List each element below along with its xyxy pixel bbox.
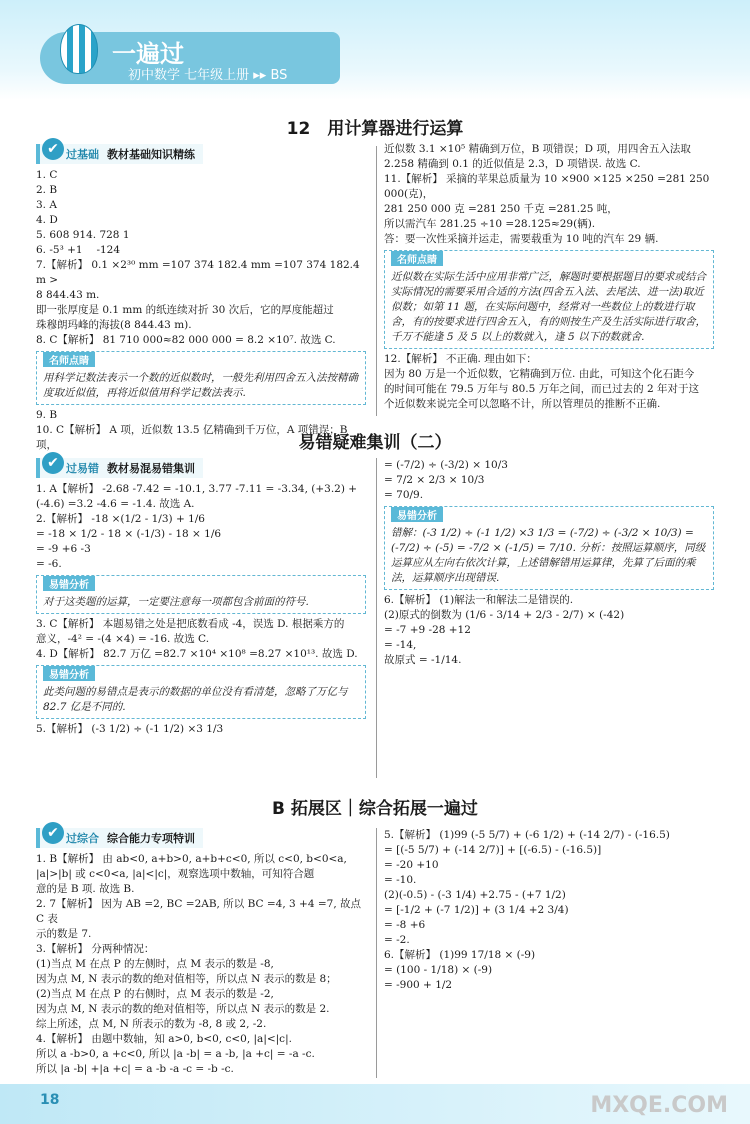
tag-sublabel: 教材易混易错集训 <box>107 462 195 475</box>
answer-line: 3.【解析】 分两种情况： <box>36 943 155 955</box>
answer-line: 12.【解析】 不正确. 理由如下： <box>384 353 537 365</box>
answer-line: 10. C【解析】 A 项，近似数 13.5 亿精确到千万位，A 项错误；B 项， <box>36 424 351 451</box>
answer-line: 综上所述，点 M, N 所表示的数为 -8, 8 或 2, -2. <box>36 1018 267 1030</box>
answer-line: 2.258 精确到 0.1 的近似值是 2.3，D 项错误. 故选 C. <box>384 158 641 170</box>
section1-right-column <box>384 142 714 412</box>
answer-line: 1. B【解析】 由 ab<0, a+b>0, a+b+c<0, 所以 c<0, b<0<a, <box>36 853 347 865</box>
answer-line: 6.【解析】 (1)99 17/18 × (-9) <box>384 949 536 961</box>
answer-line: = -9 +6 -3 <box>36 543 91 555</box>
section1-tag <box>36 141 203 164</box>
answer-line: |a|>|b| 或 c<0<a, |a|<|c|，观察选项中数轴，可知符合题 <box>36 868 315 880</box>
answer-line: 2.【解析】 -18 ×(1/2 - 1/3) + 1/6 <box>36 513 205 525</box>
section2-tag <box>36 455 203 478</box>
answer-line: 2. 7【解析】 因为 AB =2, BC =2AB, 所以 BC =4, 3 +4 =7, 故点 C 表 <box>36 898 365 925</box>
answer-line: 所以 |a -b| +|a +c| = a -b -a -c = -b -c. <box>36 1063 234 1075</box>
answer-line: 4. D <box>36 214 58 226</box>
book-subtitle: 初中数学 七年级上册 ▸▸ BS <box>128 68 288 83</box>
answer-line: 珠穆朗玛峰的海拔(8 844.43 m). <box>36 319 192 331</box>
tip-text: 近似数在实际生活中应用非常广泛，解题时要根据题目的要求或结合实际情况的需要采用合适的方法(四舍五入法、去尾法、进一法)取近似数；如第 11 题，在实际问题中，经常对一些数位上的数进行取舍，有的按要求进行四舍五入，有的则按生产及生活实际进行取舍，千万不能逢 5 及 5 以上的数就入，逢 5 以下的数就舍. <box>391 271 706 343</box>
answer-line: (2)当点 M 在点 P 的右侧时，点 M 表示的数是 -2, <box>36 988 274 1000</box>
section3-right-column <box>384 828 714 993</box>
answer-line: 意的是 B 项. 故选 B. <box>36 883 135 895</box>
checkmark-icon: ✔ <box>42 138 64 160</box>
answer-line: 示的数是 7. <box>36 928 92 940</box>
answer-line: 1. A【解析】 -2.68 -7.42 = -10.1, 3.77 -7.11 = -3.34, (+3.2) + <box>36 483 358 495</box>
answer-line: 6. -5³ +1 -124 <box>36 244 121 256</box>
answer-line: = -20 +10 <box>384 859 439 871</box>
answer-line: 因为 80 万是一个近似数，它精确到万位. 由此，可知这个化石距今 <box>384 368 695 380</box>
tip-text: 用科学记数法表示一个数的近似数时，一般先利用四舍五入法按精确度取近似值，再将近似值用科学记数法表示. <box>43 372 358 399</box>
page-header <box>0 0 750 100</box>
answer-line: = (100 - 1/18) × (-9) <box>384 964 493 976</box>
answer-line: = -900 + 1/2 <box>384 979 453 991</box>
error-analysis-box <box>36 665 366 719</box>
answer-line: (2)原式的倒数为 (1/6 - 3/14 + 2/3 - 2/7) × (-42) <box>384 609 625 621</box>
answer-line: = (-7/2) ÷ (-3/2) × 10/3 <box>384 459 508 471</box>
answer-line: = 70/9. <box>384 489 424 501</box>
section-title-3: B 拓展区｜综合拓展一遍过 <box>272 799 478 819</box>
answer-line: = -8 +6 <box>384 919 426 931</box>
answer-line: 近似数 3.1 ×10⁵ 精确到万位，B 项错误；D 项，用四舍五入法取 <box>384 143 691 155</box>
answer-line: 11.【解析】 采摘的苹果总质量为 10 ×900 ×125 ×250 =281 250 000(克)， <box>384 173 713 200</box>
answer-line: 8. C【解析】 81 710 000≈82 000 000 = 8.2 ×10⁷. 故选 C. <box>36 334 336 346</box>
analysis-text: 错解：(-3 1/2) ÷ (-1 1/2) ×3 1/3 = (-7/2) ÷ (-3/2 × 10/3) = (-7/2) ÷ (-5) = -7/2 × (-1/5) = 7/10. 分析：按照运算顺序，同级运算应从左向右依次计算，上述错解错用运算律，先算了后面的乘法，运算顺序出现错误. <box>391 527 706 584</box>
answer-line: 5. 608 914. 728 1 <box>36 229 130 241</box>
analysis-text: 对于这类题的运算，一定要注意每一项都包含前面的符号. <box>43 596 309 608</box>
answer-line: = -18 × 1/2 - 18 × (-1/3) - 18 × 1/6 <box>36 528 222 540</box>
answer-line: 2. B <box>36 184 58 196</box>
page-number: 18 <box>40 1092 60 1108</box>
answer-line: (-4.6) =3.2 -4.6 = -1.4. 故选 A. <box>36 498 195 510</box>
tag-label: 过基础 <box>66 148 99 161</box>
answer-line: = -14, <box>384 639 417 651</box>
answer-line: = [(-5 5/7) + (-14 2/7)] + [(-6.5) - (-16.5)] <box>384 844 602 856</box>
column-divider <box>376 458 377 778</box>
answer-line: = 7/2 × 2/3 × 10/3 <box>384 474 485 486</box>
answer-line: = -2. <box>384 934 410 946</box>
hot-air-balloon-icon <box>60 24 98 74</box>
answer-line: 9. B <box>36 409 58 421</box>
analysis-title: 易错分析 <box>43 666 95 681</box>
answer-line: 3. C【解析】 本题易错之处是把底数看成 -4，误选 D. 根据乘方的 <box>36 618 345 630</box>
answer-line: 因为点 M, N 表示的数的绝对值相等，所以点 N 表示的数是 8； <box>36 973 337 985</box>
answer-line: 答：要一次性采摘并运走，需要载重为 10 吨的汽车 29 辆. <box>384 233 659 245</box>
answer-line: 6.【解析】 (1)解法一和解法二是错误的. <box>384 594 574 606</box>
answer-line: = -6. <box>36 558 62 570</box>
answer-line: 因为点 M, N 表示的数的绝对值相等，所以点 N 表示的数是 2. <box>36 1003 330 1015</box>
tag-label: 过综合 <box>66 832 99 845</box>
answer-line: 7.【解析】 0.1 ×2³⁰ mm =107 374 182.4 mm =107 374 182.4 m > <box>36 259 364 286</box>
answer-line: (2)(-0.5) - (-3 1/4) +2.75 - (+7 1/2) <box>384 889 566 901</box>
watermark: MXQE.COM <box>590 1093 728 1118</box>
answer-line: 4.【解析】 由题中数轴，知 a>0, b<0, c<0, |a|<|c|. <box>36 1033 292 1045</box>
answer-line: 3. A <box>36 199 57 211</box>
error-analysis-box <box>36 575 366 614</box>
section-title-1: 12 用计算器进行运算 <box>286 119 464 139</box>
analysis-title: 易错分析 <box>43 576 95 591</box>
answer-line: 的时间可能在 79.5 万年与 80.5 万年之间，而已过去的 2 年对于这 <box>384 383 699 395</box>
answer-line: = -7 +9 -28 +12 <box>384 624 471 636</box>
section3-tag <box>36 825 203 848</box>
answer-line: 4. D【解析】 82.7 万亿 =82.7 ×10⁴ ×10⁸ =8.27 ×10¹³. 故选 D. <box>36 648 358 660</box>
analysis-title: 易错分析 <box>391 507 443 522</box>
brand-title: 一遍过 <box>112 40 184 68</box>
answer-line: (1)当点 M 在点 P 的左侧时，点 M 表示的数是 -8, <box>36 958 274 970</box>
answer-line: 281 250 000 克 =281 250 千克 =281.25 吨， <box>384 203 618 215</box>
column-divider <box>376 146 377 416</box>
section2-right-column <box>384 458 714 668</box>
teacher-tip-box <box>36 351 366 405</box>
error-analysis-box <box>384 506 714 590</box>
tag-label: 过易错 <box>66 462 99 475</box>
answer-line: = [-1/2 + (-7 1/2)] + (3 1/4 +2 3/4) <box>384 904 569 916</box>
column-divider <box>376 828 377 1078</box>
answer-line: 1. C <box>36 169 58 181</box>
answer-line: 个近似数来说完全可以忽略不计，所以管理员的推断不正确. <box>384 398 661 410</box>
answer-line: 即一张厚度是 0.1 mm 的纸连续对折 30 次后，它的厚度能超过 <box>36 304 334 316</box>
answer-line: 所以 a -b>0, a +c<0, 所以 |a -b| = a -b, |a +c| = -a -c. <box>36 1048 315 1060</box>
teacher-tip-box <box>384 250 714 349</box>
section1-left-column <box>36 142 366 453</box>
tip-title: 名师点睛 <box>43 352 95 367</box>
section2-left-column <box>36 456 366 737</box>
tag-sublabel: 教材基础知识精练 <box>107 148 195 161</box>
answer-line: 5.【解析】 (-3 1/2) ÷ (-1 1/2) ×3 1/3 <box>36 723 224 735</box>
checkmark-icon: ✔ <box>42 452 64 474</box>
section3-left-column <box>36 826 366 1077</box>
tag-sublabel: 综合能力专项特训 <box>107 832 195 845</box>
answer-line: 8 844.43 m. <box>36 289 100 301</box>
answer-line: 意义，-4² = -(4 ×4) = -16. 故选 C. <box>36 633 210 645</box>
checkmark-icon: ✔ <box>42 822 64 844</box>
section-title-2: 易错疑难集训（二） <box>298 433 452 453</box>
tip-title: 名师点睛 <box>391 251 443 266</box>
answer-line: 5.【解析】 (1)99 (-5 5/7) + (-6 1/2) + (-14 2/7) - (-16.5) <box>384 829 670 841</box>
answer-line: 故原式 = -1/14. <box>384 654 462 666</box>
answer-line: 所以需汽车 281.25 ÷10 =28.125≈29(辆). <box>384 218 596 230</box>
answer-line: = -10. <box>384 874 417 886</box>
analysis-text: 此类问题的易错点是表示的数据的单位没有看清楚，忽略了万亿与 82.7 亿是不同的. <box>43 686 351 713</box>
